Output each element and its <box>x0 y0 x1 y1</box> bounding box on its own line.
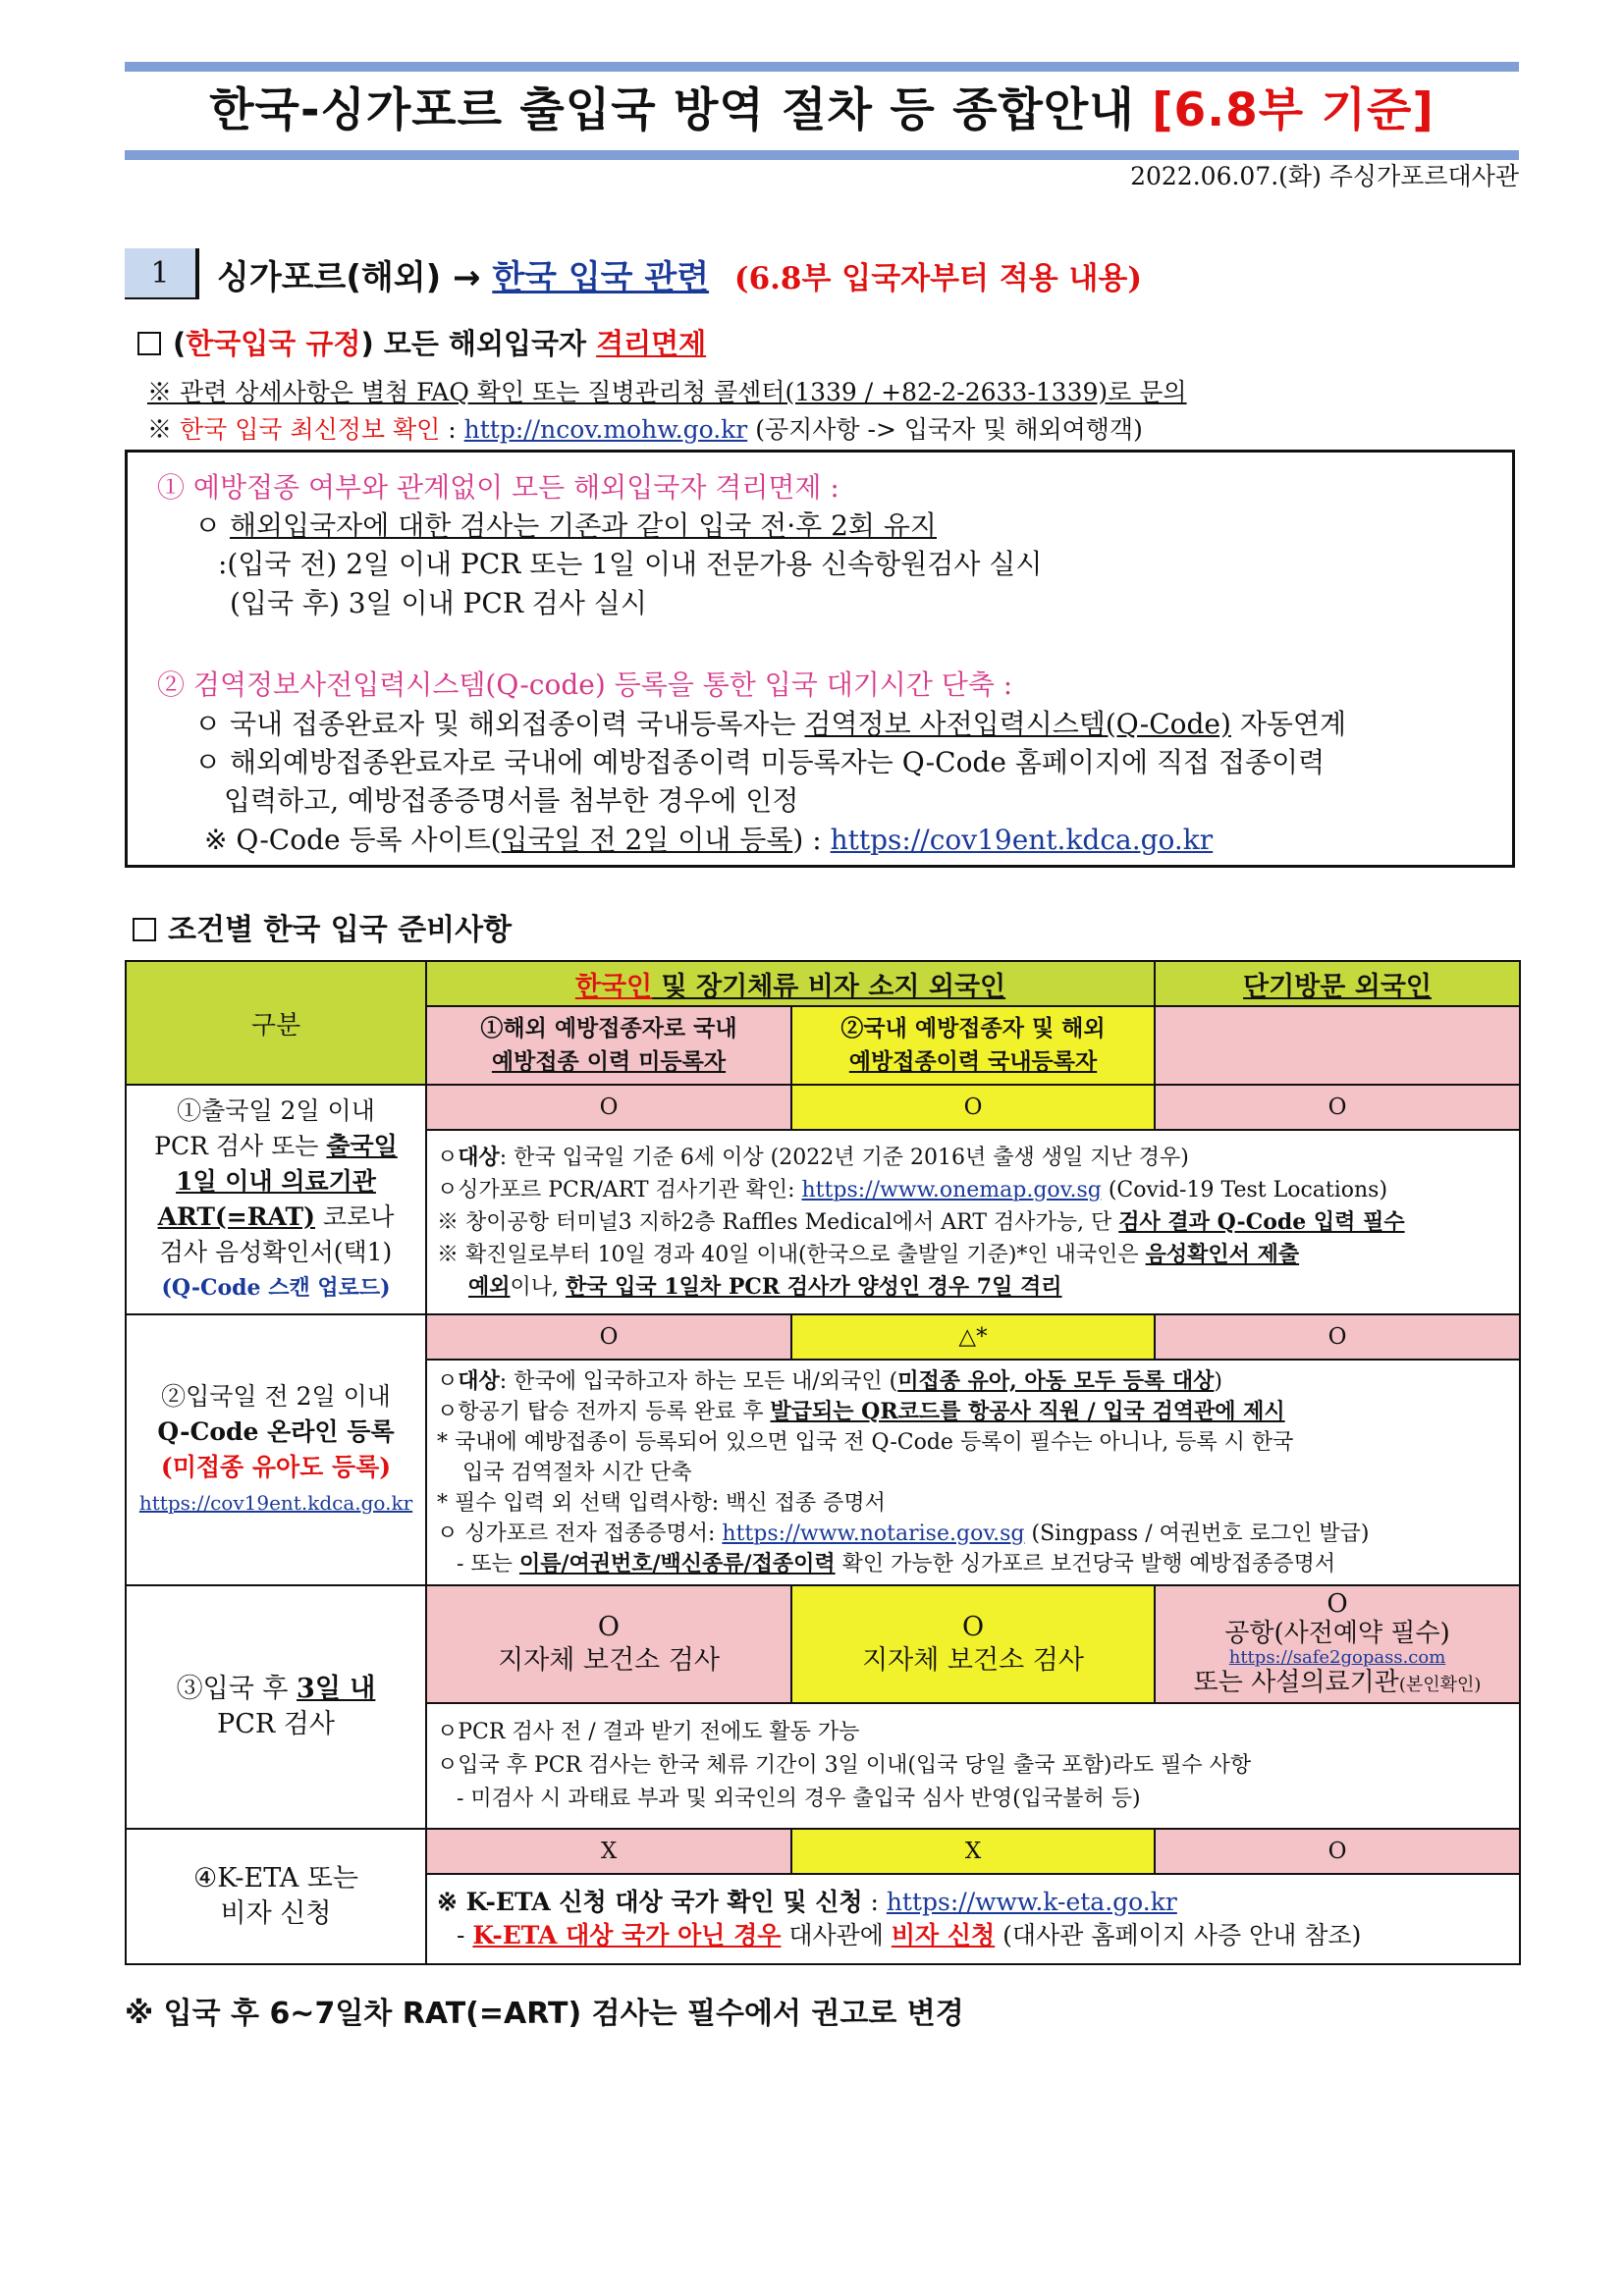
sub2-line1: ②국내 예방접종자 및 해외 <box>840 1015 1106 1041</box>
row1-head-l4 <box>127 1200 425 1235</box>
row1-head-l1: ①출국일 2일 이내 <box>177 1096 375 1125</box>
safe2gopass-link[interactable]: https://safe2gopass.com <box>1228 1646 1446 1668</box>
row1-head-l6: (Q-Code 스캔 업로드) <box>161 1275 391 1301</box>
row2-d1 <box>437 1366 1509 1397</box>
d-prefix: - <box>457 1921 473 1949</box>
row4-head-l2: 비자 신청 <box>220 1898 332 1929</box>
faq-text: ※ 관련 상세사항은 별첨 FAQ 확인 또는 질병관리청 콜센터(1339 / +82-2-2633-1339)로 문의 <box>147 378 1187 406</box>
date-and-issuer: 2022.06.07.(화) 주싱가포르대사관 <box>1130 162 1519 190</box>
row3-d1: ㅇPCR 검사 전 / 결과 받기 전에도 활동 가능 <box>437 1720 860 1744</box>
subheader-empty <box>1155 1006 1520 1085</box>
mohw-link[interactable]: http://ncov.mohw.go.kr <box>463 415 748 444</box>
row2-head-l3: (미접종 유아도 등록) <box>160 1453 392 1481</box>
box-item2-bullet1 <box>194 703 1346 742</box>
d-mid: 이나, <box>510 1274 567 1300</box>
row2-head-l2: Q-Code 온라인 등록 <box>157 1417 395 1446</box>
row1-head-l3: 1일 이내 의료기관 <box>176 1167 376 1196</box>
row3-short-term <box>1155 1585 1520 1703</box>
d-mid: : <box>862 1888 887 1916</box>
section-number: 1 <box>125 248 199 299</box>
row4-head-l1: ④K-ETA 또는 <box>192 1863 359 1894</box>
row1-head-l2 <box>127 1129 425 1164</box>
subheader-registered <box>791 1006 1155 1085</box>
quarantine-exempt: 격리면제 <box>596 327 707 360</box>
row3-mark-1: O <box>597 1612 621 1642</box>
row1-head-l5: 검사 음성확인서(택1) <box>159 1238 393 1266</box>
row3-d3: - 미검사 시 과태료 부과 및 외국인의 경우 출입국 심사 반영(입국불허 등) <box>457 1787 1141 1811</box>
d-prefix: ㅇ 싱가포르 전자 접종증명서: <box>437 1521 723 1546</box>
table-row <box>126 1585 1520 1703</box>
row1-d5 <box>437 1271 1509 1304</box>
section-1-heading <box>125 247 1142 300</box>
latest-suffix: (공지사항 -> 입국자 및 해외여행객) <box>747 415 1143 444</box>
site-mid: ) : <box>792 824 831 856</box>
row3-mark-3: O <box>1326 1588 1348 1619</box>
d-red2: 비자 신청 <box>891 1921 996 1949</box>
row3-registered <box>791 1585 1155 1703</box>
d-bold2: 미접종 유아, 아동 모두 등록 대상 <box>897 1367 1215 1394</box>
row4-d2 <box>437 1919 1509 1952</box>
section-title-link: 한국 입국 관련 <box>492 257 710 297</box>
b1-prefix: ㅇ 국내 접종완료자 및 해외접종이력 국내등록자는 <box>194 708 805 740</box>
box-item2-title: ② 검역정보사전입력시스템(Q-code) 등록을 통한 입국 대기시간 단축 : <box>157 668 1013 701</box>
bullet-text: 해외입국자에 대한 검사는 기존과 같이 입국 전·후 2회 유지 <box>229 509 937 542</box>
row1-head <box>126 1085 426 1314</box>
d-bold: ※ K-ETA 신청 대상 국가 확인 및 신청 <box>437 1888 863 1916</box>
row3-detail <box>426 1703 1520 1829</box>
d-prefix: ㅇ <box>437 1368 459 1394</box>
table-row <box>126 1085 1520 1130</box>
table-header-row <box>126 961 1520 1006</box>
d-prefix: ㅇ항공기 탑승 전까지 등록 완료 후 <box>437 1399 771 1424</box>
bullet-prefix: ㅇ <box>194 509 230 542</box>
d-mid: 대사관에 <box>781 1921 892 1949</box>
onemap-link[interactable]: https://www.onemap.gov.sg <box>801 1177 1102 1202</box>
latest-info-line <box>147 410 1143 446</box>
d-suffix: 확인 가능한 싱가포르 보건당국 발행 예방접종증명서 <box>835 1551 1336 1576</box>
d-suffix: (Covid-19 Test Locations) <box>1101 1177 1388 1202</box>
row4-mark-short-term: O <box>1155 1829 1520 1874</box>
rule-close: ) 모든 해외입국자 <box>360 327 597 360</box>
row3-c3-line3 <box>1156 1668 1519 1700</box>
d-bold: 음성확인서 제출 <box>1145 1241 1300 1267</box>
d-bold: 대상 <box>458 1144 500 1170</box>
checkbox-square-icon <box>133 918 156 941</box>
row2-head <box>126 1314 426 1585</box>
box-qcode-site <box>204 819 1213 858</box>
entry-rule-line <box>137 322 706 362</box>
row4-mark-unregistered: X <box>426 1829 791 1874</box>
row2-mark-short-term: O <box>1155 1314 1520 1360</box>
keta-link[interactable]: https://www.k-eta.go.kr <box>886 1888 1177 1916</box>
row1-d4 <box>437 1239 1509 1271</box>
row2-d6 <box>437 1549 1509 1579</box>
d-prefix: - 또는 <box>457 1551 519 1576</box>
row1-d2 <box>437 1174 1509 1206</box>
sub2-line2: 예방접종이력 국내등록자 <box>848 1048 1098 1075</box>
section-title-note: (6.8부 입국자부터 적용 내용) <box>733 260 1143 296</box>
header-group2: 단기방문 외국인 <box>1155 961 1520 1006</box>
d-prefix: ㅇ <box>437 1145 459 1170</box>
row2-d5 <box>437 1519 1509 1549</box>
box-item1-title: ① 예방접종 여부와 관계없이 모든 해외입국자 격리면제 : <box>157 471 839 504</box>
notarise-link[interactable]: https://www.notarise.gov.sg <box>722 1521 1025 1546</box>
d-prefix: ※ 확진일로부터 10일 경과 40일 이내(한국으로 출발일 기준)*인 내국인은 <box>437 1242 1146 1267</box>
group1-rest: 및 장기체류 비자 소지 외국인 <box>652 971 1006 1002</box>
qcode-site-link[interactable]: https://cov19ent.kdca.go.kr <box>830 824 1214 856</box>
box-item2-bullet2-line2: 입력하고, 예방접종증명서를 첨부한 경우에 인정 <box>224 784 799 817</box>
row4-detail <box>426 1874 1520 1964</box>
conditions-heading-text: 조건별 한국 입국 준비사항 <box>168 913 513 947</box>
box-item1-bullet <box>194 505 937 544</box>
latest-label: 한국 입국 최신정보 확인 <box>179 415 441 444</box>
latest-prefix: ※ <box>147 415 180 444</box>
row3-unregistered <box>426 1585 791 1703</box>
c3-small: (본인확인) <box>1398 1674 1482 1695</box>
row1-mark-unregistered: O <box>426 1085 791 1130</box>
d-red: K-ETA 대상 국가 아닌 경우 <box>472 1921 782 1949</box>
row3-text-2: 지자체 보건소 검사 <box>862 1645 1084 1676</box>
entry-requirements-table <box>125 960 1521 1965</box>
d-suffix: (대사관 홈페이지 사증 안내 참조) <box>995 1921 1362 1949</box>
d-prefix: ㅇ싱가포르 PCR/ART 검사기관 확인: <box>437 1177 802 1202</box>
d-bold: 이름/여권번호/백신종류/접종이력 <box>518 1550 836 1576</box>
row2-d4: * 필수 입력 외 선택 입력사항: 백신 접종 증명서 <box>437 1490 886 1516</box>
d-bold: 발급되는 QR코드를 항공사 직원 / 입국 검역관에 제시 <box>770 1398 1285 1424</box>
l1b: 3일 내 <box>297 1674 376 1704</box>
row3-head <box>126 1585 426 1829</box>
row3-c3-line1: 공항(사전예약 필수) <box>1224 1618 1450 1648</box>
row2-detail <box>426 1360 1520 1585</box>
row1-d3 <box>437 1206 1509 1239</box>
title-main: 한국-싱가포르 출입국 방역 절차 등 종합안내 <box>209 83 1153 137</box>
d-suffix: (Singpass / 여권번호 로그인 발급) <box>1024 1521 1370 1546</box>
row3-head-l2: PCR 검사 <box>217 1709 335 1739</box>
row2-d3-line2: 입국 검역절차 시간 단축 <box>462 1460 692 1485</box>
row2-d3-line1: * 국내에 예방접종이 등록되어 있으면 입국 전 Q-Code 등록이 필수는 아니나, 등록 시 한국 <box>437 1429 1294 1455</box>
table-row <box>126 1829 1520 1874</box>
footer-note: ※ 입국 후 6~7일차 RAT(=ART) 검사는 필수에서 권고로 변경 <box>125 1997 964 2031</box>
d-bold2: 한국 입국 1일차 PCR 검사가 양성인 경우 7일 격리 <box>566 1273 1062 1300</box>
sub1-line1: ①해외 예방접종자로 국내 <box>480 1015 737 1041</box>
d-bold: 대상 <box>458 1367 500 1394</box>
d-prefix: ※ 창이공항 터미널3 지하2층 Raffles Medical에서 ART 검사가능, 단 <box>437 1209 1119 1235</box>
latest-colon: : <box>440 415 464 444</box>
site-bold: 입국일 전 2일 이내 등록 <box>501 824 793 856</box>
row2-mark-registered: △* <box>791 1314 1155 1360</box>
page-title <box>125 72 1519 150</box>
rule-label: 한국입국 규정 <box>186 327 361 360</box>
b1-suffix: 자동연계 <box>1230 708 1347 740</box>
row2-qcode-link[interactable]: https://cov19ent.kdca.go.kr <box>138 1491 413 1515</box>
row4-head <box>126 1829 426 1964</box>
section-title-prefix: 싱가포르(해외) → <box>217 257 493 297</box>
d-bold: 검사 결과 Q-Code 입력 필수 <box>1118 1208 1405 1235</box>
row3-text-1: 지자체 보건소 검사 <box>498 1645 720 1676</box>
box-item1-post: (입국 후) 3일 이내 PCR 검사 실시 <box>230 587 647 619</box>
d-rest: : 한국에 입국하고자 하는 모든 내/외국인 ( <box>499 1368 898 1394</box>
row3-mark-2: O <box>961 1612 985 1642</box>
box-item2-bullet2-line1: ㅇ 해외예방접종완료자로 국내에 예방접종이력 미등록자는 Q-Code 홈페이지에 직접 접종이력 <box>194 746 1326 778</box>
box-item1-pre: :(입국 전) 2일 이내 PCR 또는 1일 이내 전문가용 신속항원검사 실시 <box>218 548 1043 580</box>
subheader-unregistered <box>426 1006 791 1085</box>
title-badge: [6.8부 기준] <box>1152 83 1435 137</box>
l2b: 출국일 <box>326 1132 398 1160</box>
c3-line3: 또는 사설의료기관 <box>1193 1667 1399 1697</box>
checkbox-square-icon <box>137 332 161 355</box>
header-category: 구분 <box>126 961 426 1085</box>
row2-d2 <box>437 1397 1509 1427</box>
l1a: ③입국 후 <box>176 1674 298 1704</box>
conditions-heading <box>133 905 512 948</box>
faq-line <box>147 373 1187 408</box>
row4-d1 <box>437 1886 1509 1919</box>
row3-d2: ㅇ입국 후 PCR 검사는 한국 체류 기간이 3일 이내(입국 당일 출국 포함)라도 필수 사항 <box>437 1753 1252 1778</box>
table-row <box>126 1314 1520 1360</box>
row2-head-l1: ②입국일 전 2일 이내 <box>161 1382 391 1411</box>
row1-mark-short-term: O <box>1155 1085 1520 1130</box>
sub1-line2: 예방접종 이력 미등록자 <box>491 1048 727 1075</box>
l4b: 코로나 <box>314 1202 395 1231</box>
d-end: ) <box>1214 1368 1223 1394</box>
site-prefix: ※ Q-Code 등록 사이트( <box>204 824 502 856</box>
row1-mark-registered: O <box>791 1085 1155 1130</box>
title-top-rule <box>125 62 1519 72</box>
row1-detail <box>426 1130 1520 1314</box>
group1-red: 한국인 <box>574 971 653 1002</box>
section-title <box>217 250 1142 298</box>
d-rest: : 한국 입국일 기준 6세 이상 (2022년 기준 2016년 출생 생일 지난 경우) <box>499 1145 1189 1170</box>
header-group1 <box>426 961 1155 1006</box>
title-bar <box>125 62 1519 160</box>
row3-head-l1 <box>127 1672 425 1707</box>
row4-mark-registered: X <box>791 1829 1155 1874</box>
d-bold1: 예외 <box>468 1273 511 1300</box>
row2-mark-unregistered: O <box>426 1314 791 1360</box>
rule-open: ( <box>173 327 187 360</box>
l2a: PCR 검사 또는 <box>154 1132 327 1160</box>
row1-d1 <box>437 1142 1509 1174</box>
l4a: ART(=RAT) <box>157 1202 315 1231</box>
b1-link: 검역정보 사전입력시스템(Q-Code) <box>804 708 1231 740</box>
quarantine-exemption-box <box>125 450 1515 868</box>
